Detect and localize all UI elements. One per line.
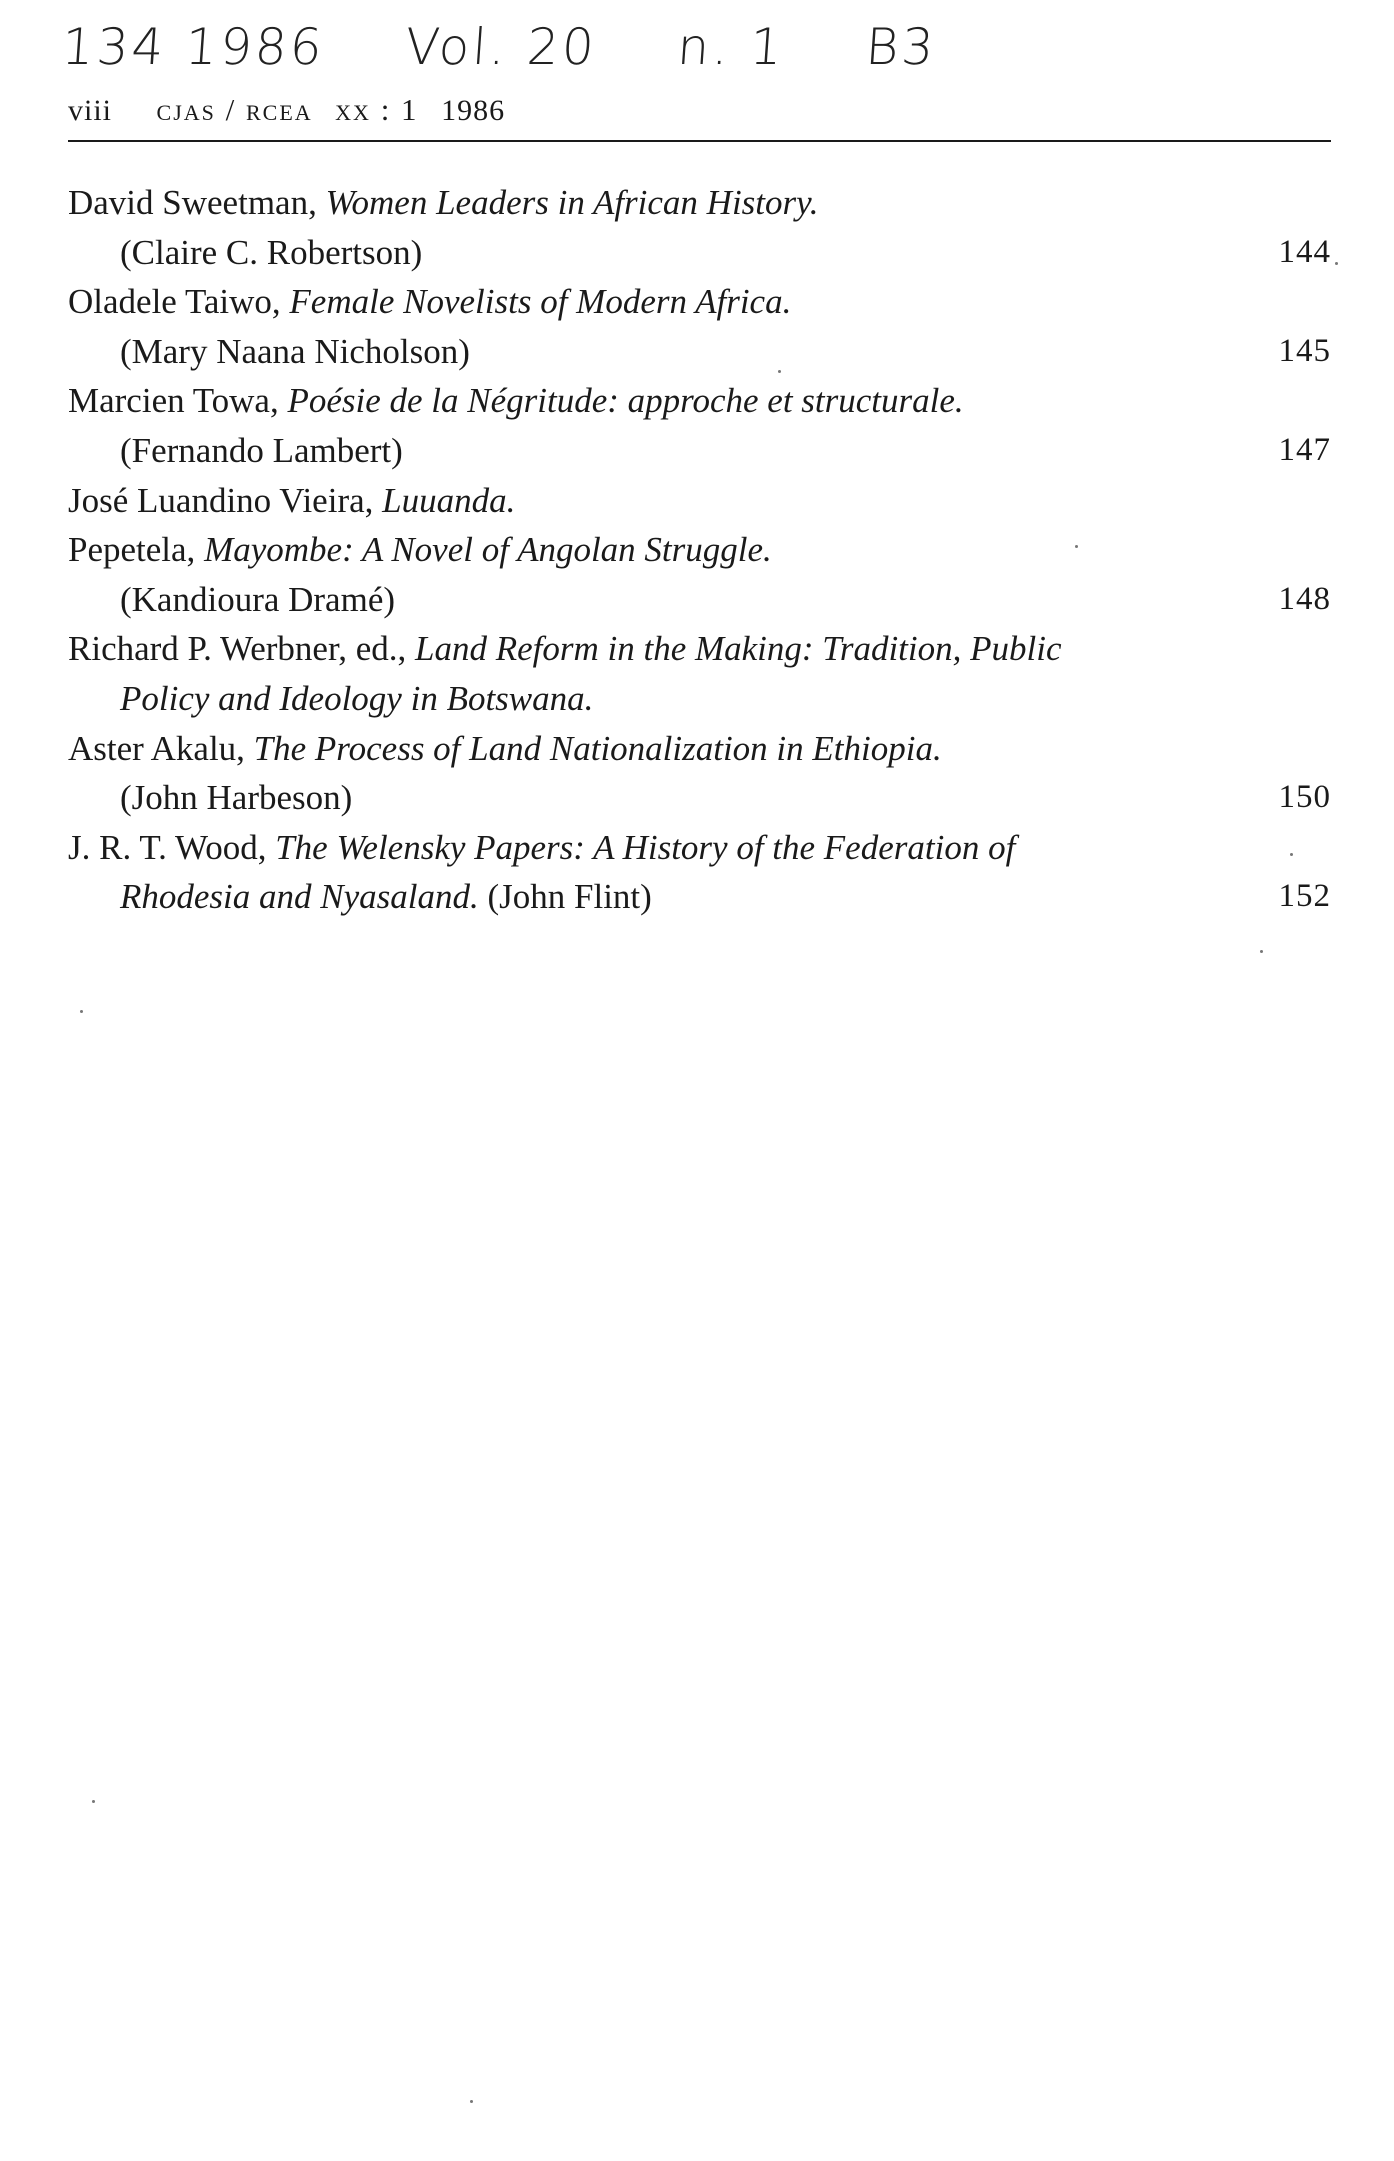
journal-issue: xx : 1 xyxy=(335,92,419,127)
entry-title: Luuanda. xyxy=(382,480,516,520)
scan-speck xyxy=(778,370,781,373)
entry-page-number: 150 xyxy=(1278,779,1331,816)
entry-heading xyxy=(68,823,1331,873)
entry-reviewer: (Claire C. Robertson) xyxy=(120,232,423,272)
contents-list xyxy=(68,178,1331,922)
scan-speck xyxy=(92,1800,95,1803)
entry-title: Women Leaders in African History. xyxy=(325,183,819,222)
entry-reviewer: (John Flint) xyxy=(487,877,652,917)
entry-title-cont: Rhodesia and Nyasaland. xyxy=(120,877,479,917)
entry-author: Richard P. Werbner, ed., xyxy=(68,629,415,669)
entry-reviewer-line xyxy=(68,575,1331,625)
scan-speck xyxy=(470,2100,473,2103)
entry-heading xyxy=(68,724,1331,774)
handwritten-note-part: 134 1986 xyxy=(59,18,327,76)
entry-reviewer-line xyxy=(68,327,1331,377)
entry-author: Marcien Towa, xyxy=(68,381,288,421)
scan-speck xyxy=(1075,545,1078,548)
handwritten-note-part: Vol. 20 xyxy=(403,18,599,76)
entry-title: Female Novelists of Modern Africa. xyxy=(289,282,792,322)
entry-page-number: 152 xyxy=(1278,878,1331,915)
entry-reviewer: (Mary Naana Nicholson) xyxy=(120,331,470,371)
entry-author: Aster Akalu, xyxy=(68,728,254,768)
entry-page-number: 148 xyxy=(1278,580,1331,617)
entry-author: David Sweetman, xyxy=(68,183,326,222)
entry-heading xyxy=(68,476,1331,526)
header-rule xyxy=(68,140,1331,142)
entry-author: Oladele Taiwo, xyxy=(68,282,290,322)
entry-page-number: 144 xyxy=(1278,233,1331,270)
journal-year: 1986 xyxy=(441,94,506,127)
handwritten-note-part: n. 1 xyxy=(675,18,787,76)
entry-title: Poésie de la Négritude: approche et structurale. xyxy=(287,381,964,421)
running-head xyxy=(68,92,505,128)
entry-title: Mayombe: A Novel of Angolan Struggle. xyxy=(204,530,772,570)
entry-page-number: 145 xyxy=(1278,332,1331,369)
entry-heading xyxy=(68,277,1331,327)
entry-heading xyxy=(68,178,1331,228)
entry-reviewer-line xyxy=(68,773,1331,823)
entry-heading xyxy=(68,376,1331,426)
entry-reviewer: (John Harbeson) xyxy=(120,778,353,818)
entry-author: José Luandino Vieira, xyxy=(68,480,383,520)
entry-reviewer: (Kandioura Dramé) xyxy=(120,579,396,619)
scan-speck xyxy=(80,1010,83,1013)
entry-title: Land Reform in the Making: Tradition, Public xyxy=(415,629,1062,669)
entry-title: The Welensky Papers: A History of the Federation of xyxy=(275,827,1016,867)
entry-heading xyxy=(68,624,1331,674)
handwritten-shelf-note xyxy=(60,18,938,76)
scan-speck xyxy=(1335,262,1338,265)
entry-page-number: 147 xyxy=(1278,431,1331,468)
scan-speck xyxy=(1290,853,1293,856)
entry-reviewer-line xyxy=(68,228,1331,278)
entry-author: J. R. T. Wood, xyxy=(68,827,276,867)
entry-reviewer: (Fernando Lambert) xyxy=(120,430,403,470)
entry-title-cont: Policy and Ideology in Botswana. xyxy=(120,678,594,718)
entry-reviewer-line xyxy=(68,426,1331,476)
entry-author: Pepetela, xyxy=(68,530,205,570)
page-folio: viii xyxy=(68,94,113,127)
handwritten-note-part: B3 xyxy=(863,18,939,76)
entry-heading xyxy=(68,525,1331,575)
entry-title-continuation xyxy=(68,674,1331,724)
journal-abbreviation: cjas / rcea xyxy=(156,92,313,127)
entry-title: The Process of Land Nationalization in Ethiopia. xyxy=(253,728,942,768)
scan-speck xyxy=(1260,950,1263,953)
entry-title-continuation xyxy=(68,872,1331,922)
